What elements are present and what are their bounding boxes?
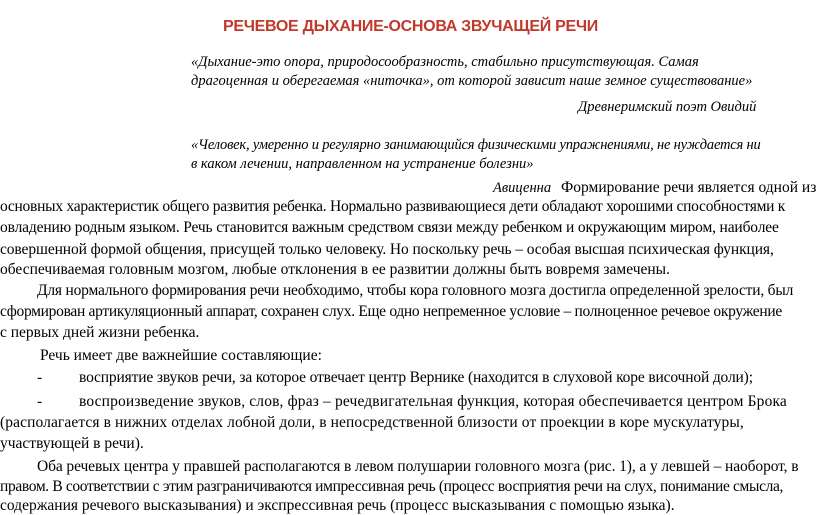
paragraph-line: сформирован артикуляционный аппарат, сохранен слух. Еще одно непременное условие – полноценное речевое окружение bbox=[0, 303, 782, 320]
paragraph-line: Речь имеет две важнейшие составляющие: bbox=[40, 347, 322, 364]
paragraph-line: Для нормального формирования речи необходимо, чтобы кора головного мозга достигла определенной зрелости, был bbox=[37, 282, 794, 299]
quote-line: «Человек, умеренно и регулярно занимающийся физическими упражнениями, не нуждается ни bbox=[191, 137, 761, 153]
list-marker: - bbox=[37, 393, 43, 410]
paragraph-line: совершенной формой общения, присущей только человеку. Но поскольку речь – особая высшая психическая функция, bbox=[0, 241, 774, 258]
list-item: восприятие звуков речи, за которое отвечает центр Вернике (находится в слуховой коре височной доли); bbox=[79, 369, 753, 386]
list-item: воспроизведение звуков, слов, фраз – речедвигательная функция, которая обеспечивается центром Брока bbox=[79, 393, 787, 410]
quote-line: драгоценная и оберегаемая «ниточка», от которой зависит наше земное существование» bbox=[191, 73, 753, 89]
quote-line: «Дыхание-это опора, природосообразность, стабильно присутствующая. Самая bbox=[191, 54, 699, 70]
quote-author: Авиценна bbox=[493, 180, 552, 196]
paragraph-line: овладению родным языком. Речь становится важным средством связи между ребенком и окружающим миром, наиболее bbox=[0, 219, 779, 236]
paragraph-line: Оба речевых центра у правшей располагаются в левом полушарии головного мозга (рис. 1), а у левшей – наоборот, в bbox=[37, 458, 799, 475]
list-item: (располагается в нижних отделах лобной доли, в непосредственной близости от проекции в коре мускулатуры, bbox=[0, 414, 744, 431]
paragraph-line: правом. В соответствии с этим разграничиваются импрессивная речь (процесс восприятия речи на слух, понимание смысла, bbox=[0, 478, 784, 495]
quote-author: Древнеримский поэт Овидий bbox=[578, 99, 757, 115]
paragraph-line: Формирование речи является одной из bbox=[561, 179, 816, 196]
paragraph-line: обеспечиваемая головным мозгом, любые отклонения в ее развитии должны быть вовремя замечены. bbox=[0, 261, 670, 278]
list-item: участвующей в речи). bbox=[0, 435, 144, 452]
paragraph-line: с первых дней жизни ребенка. bbox=[0, 324, 200, 341]
page-title: РЕЧЕВОЕ ДЫХАНИЕ-ОСНОВА ЗВУЧАЩЕЙ РЕЧИ bbox=[223, 18, 599, 35]
list-marker: - bbox=[37, 369, 43, 386]
paragraph-line: основных характеристик общего развития ребенка. Нормально развивающиеся дети обладают хорошими способностями к bbox=[0, 198, 786, 215]
quote-line: в каком лечении, направленном на устранение болезни» bbox=[191, 156, 534, 172]
paragraph-line: содержания речевого высказывания) и экспрессивная речь (процесс высказывания с помощью языка). bbox=[0, 497, 675, 514]
